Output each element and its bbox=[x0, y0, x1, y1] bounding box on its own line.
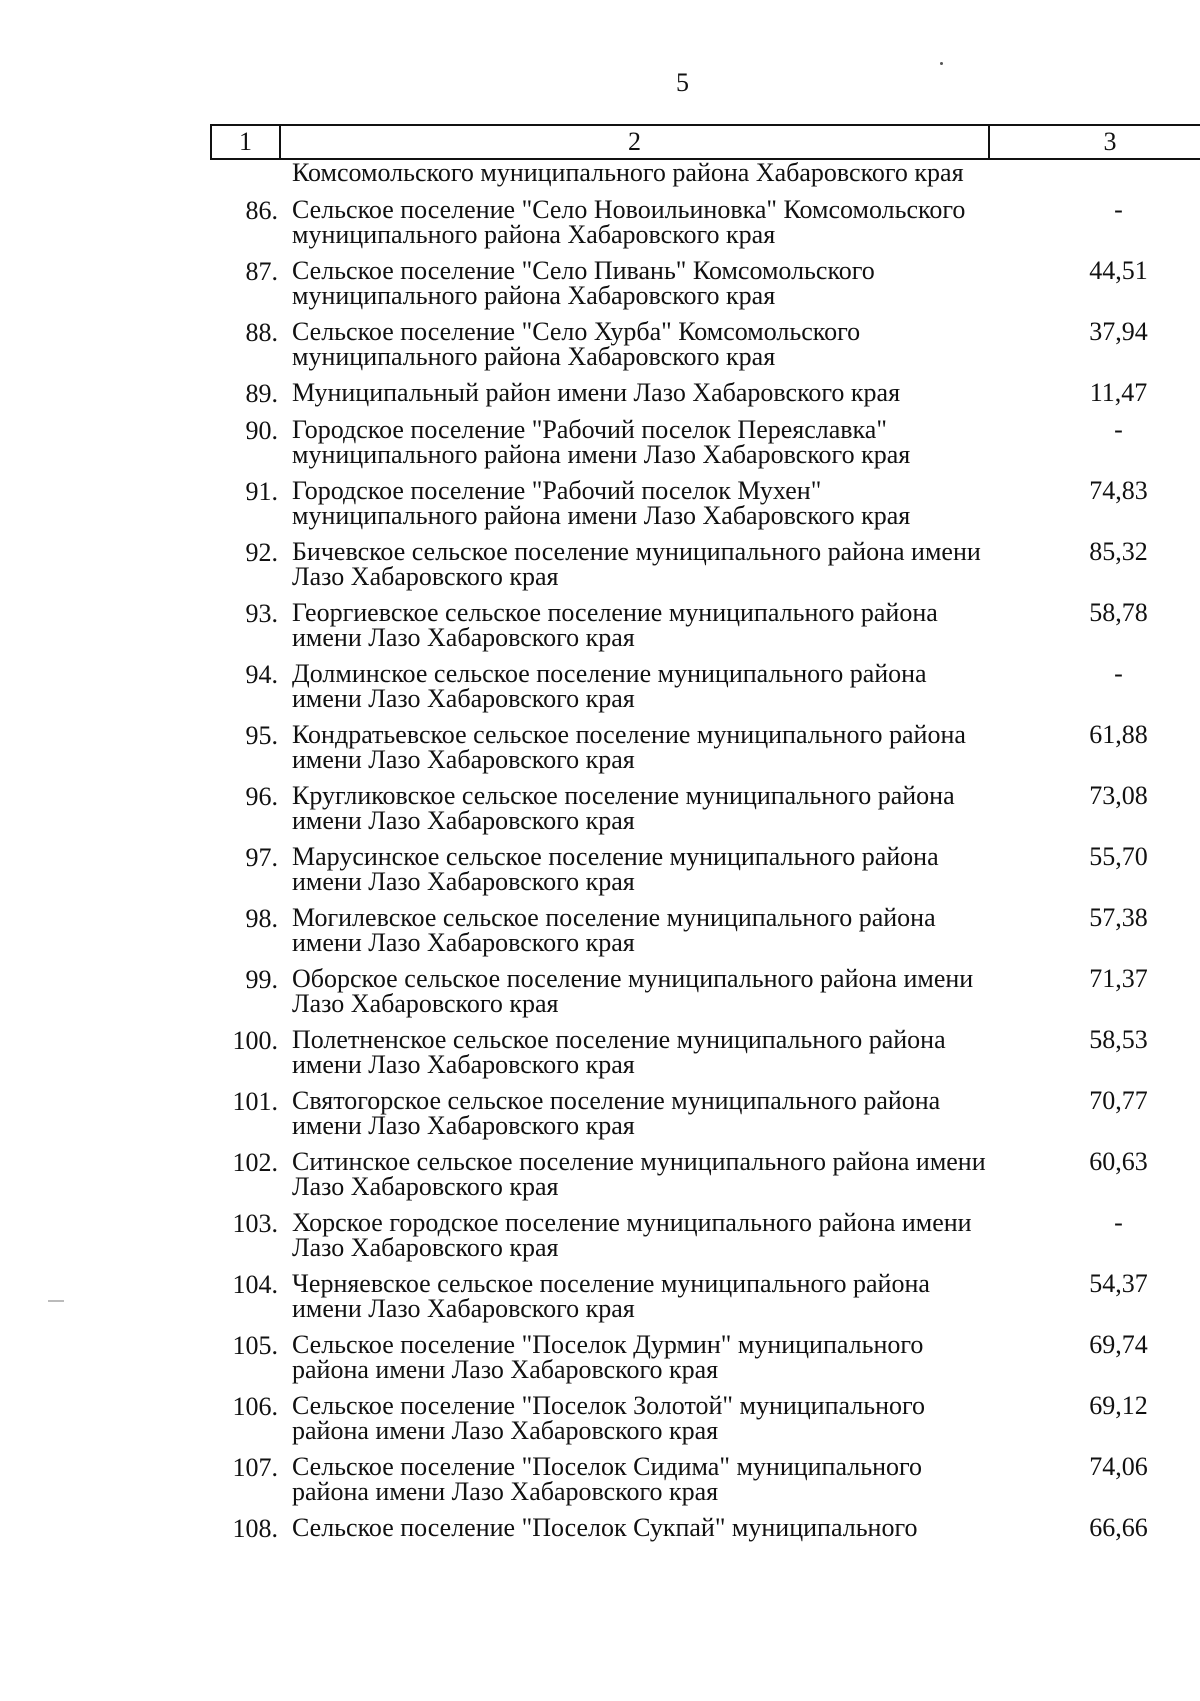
row-name: Оборское сельское поселение муниципального района имени Лазо Хабаровского края bbox=[292, 964, 974, 1018]
scan-speck bbox=[940, 62, 943, 65]
table-header bbox=[210, 124, 1200, 160]
row-value: 11,47 bbox=[1089, 378, 1148, 407]
table-row bbox=[210, 1515, 1200, 1541]
table-row bbox=[210, 319, 1200, 369]
row-number: 100. bbox=[232, 1026, 278, 1055]
row-name: Сельское поселение "Село Хурба" Комсомольского муниципального района Хабаровского края bbox=[292, 317, 861, 371]
row-number: 87. bbox=[245, 257, 278, 286]
table-row bbox=[210, 905, 1200, 955]
row-number: 89. bbox=[245, 379, 278, 408]
table-row bbox=[210, 539, 1200, 589]
table-row bbox=[210, 380, 1200, 406]
row-value: 55,70 bbox=[1089, 842, 1148, 871]
table-row bbox=[210, 1271, 1200, 1321]
row-value: 73,08 bbox=[1089, 781, 1148, 810]
row-name: Сельское поселение "Село Пивань" Комсомольского муниципального района Хабаровского края bbox=[292, 256, 875, 310]
table-row bbox=[210, 1149, 1200, 1199]
row-number bbox=[210, 160, 284, 185]
row-name: Полетненское сельское поселение муниципального района имени Лазо Хабаровского края bbox=[292, 1025, 946, 1079]
header-col-2: 2 bbox=[281, 126, 990, 158]
table-row bbox=[210, 966, 1200, 1016]
row-value: 66,66 bbox=[1089, 1513, 1148, 1542]
row-number: 102. bbox=[232, 1148, 278, 1177]
row-name: Бичевское сельское поселение муниципального района имени Лазо Хабаровского края bbox=[292, 537, 981, 591]
table-row bbox=[210, 1088, 1200, 1138]
row-value: 58,78 bbox=[1089, 598, 1148, 627]
table-row bbox=[210, 1454, 1200, 1504]
table-row bbox=[210, 783, 1200, 833]
row-value: - bbox=[1114, 659, 1123, 688]
row-value: 54,37 bbox=[1089, 1269, 1148, 1298]
row-number: 94. bbox=[245, 660, 278, 689]
row-value: - bbox=[1114, 195, 1123, 224]
row-name: Сельское поселение "Село Новоильиновка" Комсомольского муниципального района Хабаровского края bbox=[292, 195, 966, 249]
row-name: Кругликовское сельское поселение муниципального района имени Лазо Хабаровского края bbox=[292, 781, 955, 835]
row-value: - bbox=[1114, 415, 1123, 444]
row-number: 99. bbox=[245, 965, 278, 994]
row-name: Сельское поселение "Поселок Сукпай" муниципального bbox=[292, 1513, 918, 1542]
table-row bbox=[210, 197, 1200, 247]
row-value: 69,12 bbox=[1089, 1391, 1148, 1420]
table-row-continuation bbox=[210, 160, 1200, 185]
row-number: 90. bbox=[245, 416, 278, 445]
row-number: 98. bbox=[245, 904, 278, 933]
header-col-1: 1 bbox=[212, 126, 281, 158]
table-row bbox=[210, 661, 1200, 711]
row-name: Черняевское сельское поселение муниципального района имени Лазо Хабаровского края bbox=[292, 1269, 930, 1323]
row-name: Долминское сельское поселение муниципального района имени Лазо Хабаровского края bbox=[292, 659, 927, 713]
row-name: Хорское городское поселение муниципального района имени Лазо Хабаровского края bbox=[292, 1208, 972, 1262]
row-number: 107. bbox=[232, 1453, 278, 1482]
row-name: Муниципальный район имени Лазо Хабаровского края bbox=[292, 378, 901, 407]
table-row bbox=[210, 1393, 1200, 1443]
table-body bbox=[210, 160, 1200, 1552]
row-value: 61,88 bbox=[1089, 720, 1148, 749]
table-row bbox=[210, 417, 1200, 467]
page-number: 5 bbox=[676, 68, 689, 97]
row-name: Могилевское сельское поселение муниципального района имени Лазо Хабаровского края bbox=[292, 903, 936, 957]
table-row bbox=[210, 844, 1200, 894]
row-number: 86. bbox=[245, 196, 278, 225]
row-name: Городское поселение "Рабочий поселок Мухен" муниципального района имени Лазо Хабаровского края bbox=[292, 476, 911, 530]
row-name: Сельское поселение "Поселок Сидима" муниципального района имени Лазо Хабаровского края bbox=[292, 1452, 923, 1506]
row-value: 60,63 bbox=[1089, 1147, 1148, 1176]
row-value: 71,37 bbox=[1089, 964, 1148, 993]
row-name: Марусинское сельское поселение муниципального района имени Лазо Хабаровского края bbox=[292, 842, 939, 896]
row-name: Святогорское сельское поселение муниципального района имени Лазо Хабаровского края bbox=[292, 1086, 941, 1140]
row-number: 108. bbox=[232, 1514, 278, 1543]
table-row bbox=[210, 722, 1200, 772]
row-number: 93. bbox=[245, 599, 278, 628]
row-number: 105. bbox=[232, 1331, 278, 1360]
scan-mark bbox=[48, 1300, 64, 1302]
table-row bbox=[210, 258, 1200, 308]
row-number: 106. bbox=[232, 1392, 278, 1421]
table-row bbox=[210, 600, 1200, 650]
row-number: 88. bbox=[245, 318, 278, 347]
row-value: 85,32 bbox=[1089, 537, 1148, 566]
row-name: Георгиевское сельское поселение муниципального района имени Лазо Хабаровского края bbox=[292, 598, 938, 652]
table-row bbox=[210, 1332, 1200, 1382]
row-value: 70,77 bbox=[1089, 1086, 1148, 1115]
row-number: 101. bbox=[232, 1087, 278, 1116]
table-row bbox=[210, 478, 1200, 528]
row-number: 96. bbox=[245, 782, 278, 811]
row-name: Кондратьевское сельское поселение муниципального района имени Лазо Хабаровского края bbox=[292, 720, 966, 774]
row-name: Комсомольского муниципального района Хабаровского края bbox=[292, 158, 964, 187]
row-value bbox=[999, 160, 1200, 185]
row-name: Ситинское сельское поселение муниципального района имени Лазо Хабаровского края bbox=[292, 1147, 986, 1201]
row-value: 58,53 bbox=[1089, 1025, 1148, 1054]
row-name: Сельское поселение "Поселок Золотой" муниципального района имени Лазо Хабаровского края bbox=[292, 1391, 926, 1445]
table-row bbox=[210, 1210, 1200, 1260]
row-number: 91. bbox=[245, 477, 278, 506]
row-number: 103. bbox=[232, 1209, 278, 1238]
row-value: 69,74 bbox=[1089, 1330, 1148, 1359]
row-number: 92. bbox=[245, 538, 278, 567]
row-name: Городское поселение "Рабочий поселок Переяславка" муниципального района имени Лазо Хабаровского края bbox=[292, 415, 911, 469]
row-number: 104. bbox=[232, 1270, 278, 1299]
table-row bbox=[210, 1027, 1200, 1077]
row-number: 95. bbox=[245, 721, 278, 750]
row-value: - bbox=[1114, 1208, 1123, 1237]
row-name: Сельское поселение "Поселок Дурмин" муниципального района имени Лазо Хабаровского края bbox=[292, 1330, 924, 1384]
row-value: 74,83 bbox=[1089, 476, 1148, 505]
header-col-3: 3 bbox=[1103, 127, 1117, 156]
row-number: 97. bbox=[245, 843, 278, 872]
row-value: 74,06 bbox=[1089, 1452, 1148, 1481]
row-value: 44,51 bbox=[1089, 256, 1148, 285]
row-value: 37,94 bbox=[1089, 317, 1148, 346]
row-value: 57,38 bbox=[1089, 903, 1148, 932]
